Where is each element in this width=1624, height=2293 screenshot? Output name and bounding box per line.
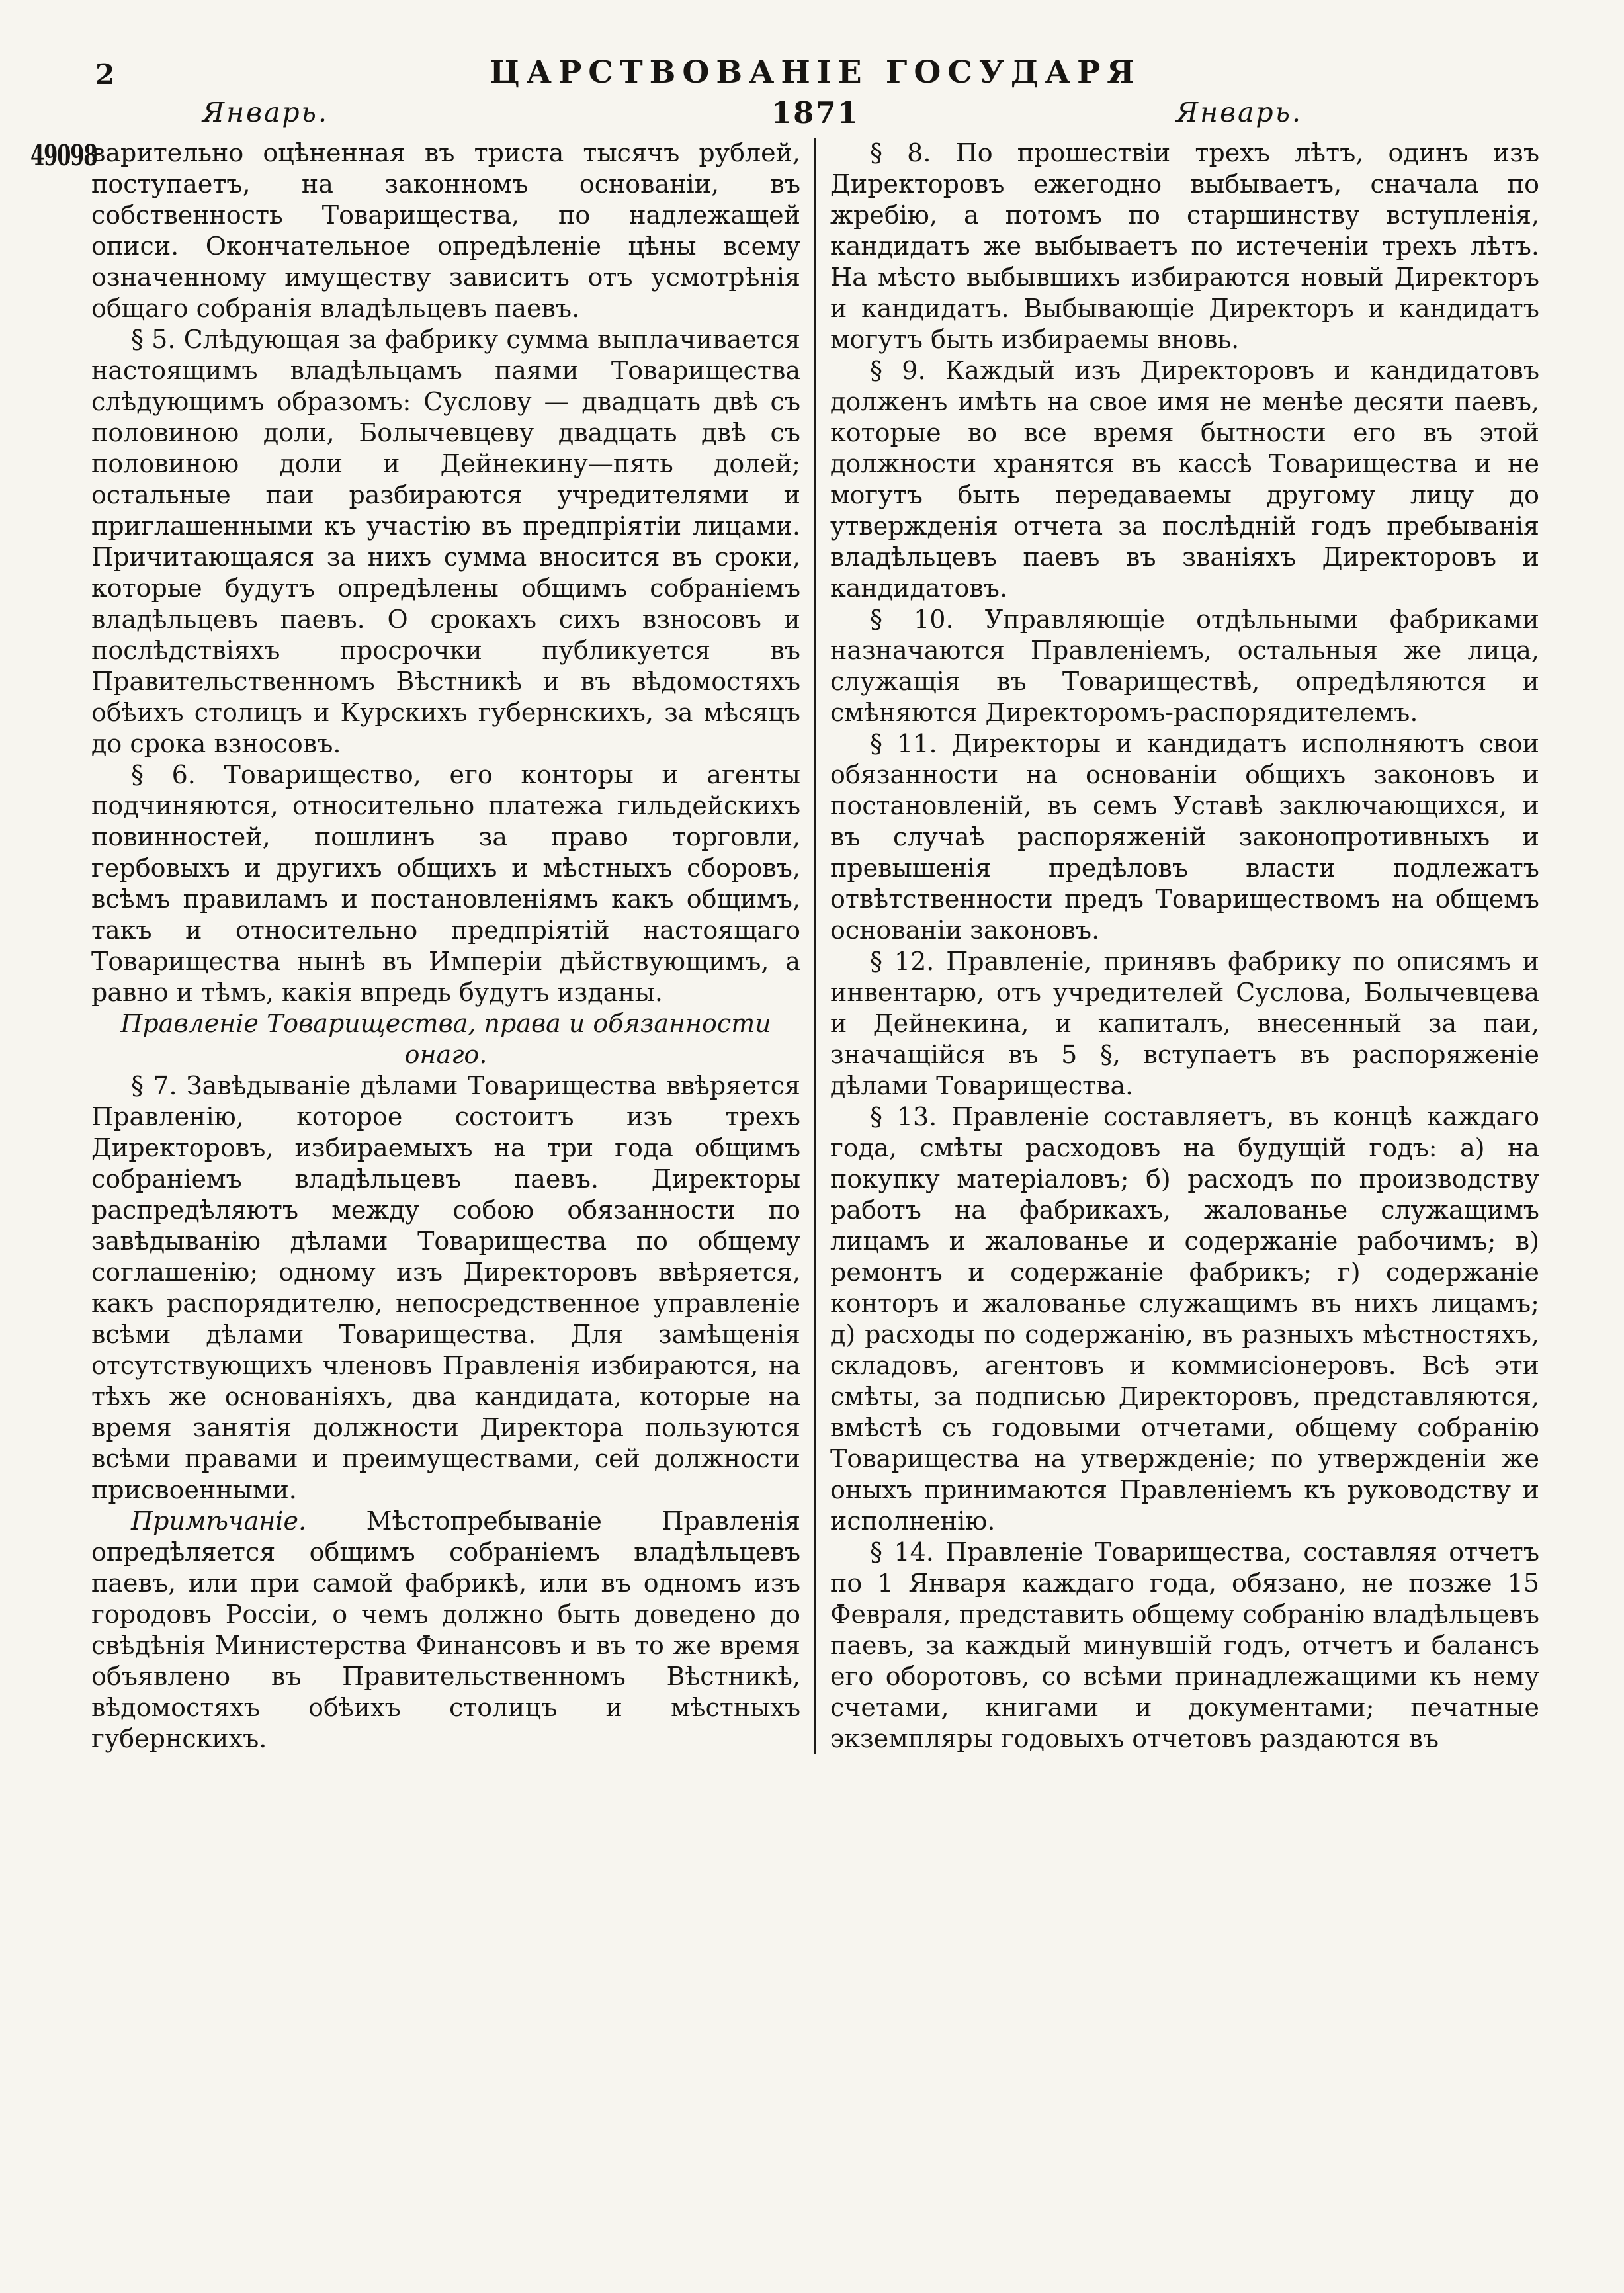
column-divider <box>814 138 816 1754</box>
paragraph: § 10. Управляющіе отдѣльными фабриками назначаются Правленіемъ, остальныя же лица, служащія въ Товариществѣ, опредѣляются и смѣняются Директоромъ-распорядителемъ. <box>830 605 1539 727</box>
running-head <box>91 95 1539 134</box>
paragraph: § 5. Слѣдующая за фабрику сумма выплачивается настоящимъ владѣльцамъ паями Товарищества слѣдующимъ образомъ: Суслову — двадцать двѣ съ половиною доли, Болычевцеву двадцать двѣ съ половиною доли и Дейнекину—пять долей; остальные паи разбираются учредителями и приглашенными къ участію въ предпріятіи лицами. Причитающаяся за нихъ сумма вносится въ сроки, которые будутъ опредѣлены общимъ собраніемъ владѣльцевъ паевъ. О срокахъ сихъ взносовъ и послѣдствіяхъ просрочки публикуется въ Правительственномъ Вѣстникѣ и въ вѣдомостяхъ обѣихъ столицъ и Курскихъ губернскихъ, за мѣсяцъ до срока взносовъ. <box>91 325 800 758</box>
page-title: ЦАРСТВОВАНІЕ ГОСУДАРЯ <box>490 54 1141 91</box>
paragraph: § 11. Директоры и кандидатъ исполняютъ свои обязанности на основаніи общихъ законовъ и постановленій, въ семъ Уставѣ заключающихся, и въ случаѣ распоряженій законопротивныхъ и превышенія предѣловъ власти подлежатъ отвѣтственности предъ Товариществомъ на общемъ основаніи законовъ. <box>830 729 1539 945</box>
act-number: 49098 <box>30 139 97 173</box>
note-lead-label: Примѣчаніе. <box>131 1506 307 1536</box>
section-heading: Правленіе Товарищества, права и обязанности онаго. <box>120 1009 771 1069</box>
left-column <box>91 138 800 1754</box>
running-head-month-right: Январь. <box>1176 97 1303 128</box>
paragraph: § 6. Товарищество, его конторы и агенты подчиняются, относительно платежа гильдейскихъ повинностей, пошлинъ за право торговли, гербовыхъ и другихъ общихъ и мѣстныхъ сборовъ, всѣмъ правиламъ и постановленіямъ какъ общимъ, такъ и относительно предпріятій настоящаго Товарищества нынѣ въ Имперіи дѣйствующимъ, а равно и тѣмъ, какія впредь будутъ изданы. <box>91 760 800 1007</box>
paragraph: § 12. Правленіе, принявъ фабрику по описямъ и инвентарю, отъ учредителей Суслова, Болычевцева и Дейнекина, и капиталъ, внесенный за паи, значащійся въ 5 §, вступаетъ въ распоряженіе дѣлами Товарищества. <box>830 947 1539 1100</box>
paragraph: § 13. Правленіе составляетъ, въ концѣ каждаго года, смѣты расходовъ на будущій годъ: а) на покупку матеріаловъ; б) расходъ по производству работъ на фабрикахъ, жалованье служащимъ лицамъ и жалованье и содержаніе рабочимъ; в) ремонтъ и содержаніе фабрикъ; г) содержаніе конторъ и жалованье служащимъ въ нихъ лицамъ; д) расходы по содержанію, въ разныхъ мѣстностяхъ, складовъ, агентовъ и коммисіонеровъ. Всѣ эти смѣты, за подписью Директоровъ, представляются, вмѣстѣ съ годовыми отчетами, общему собранію Товарищества на утвержденіе; по утвержденіи же оныхъ принимаются Правленіемъ къ руководству и исполненію. <box>830 1102 1539 1536</box>
paragraph: Примѣчаніе. Мѣстопребываніе Правленія опредѣляется общимъ собраніемъ владѣльцевъ паевъ, или при самой фабрикѣ, или въ одномъ изъ городовъ Россіи, о чемъ должно быть доведено до свѣдѣнія Министерства Финансовъ и въ то же время объявлено въ Правительственномъ Вѣстникѣ, вѣдомостяхъ обѣихъ столицъ и мѣстныхъ губернскихъ. <box>91 1506 800 1753</box>
right-column <box>830 138 1539 1754</box>
page-header <box>91 54 1539 94</box>
running-head-month-left: Январь. <box>202 97 329 128</box>
page-number: 2 <box>95 58 115 91</box>
paragraph: § 7. Завѣдываніе дѣлами Товарищества ввѣряется Правленію, которое состоитъ изъ трехъ Директоровъ, избираемыхъ на три года общимъ собраніемъ владѣльцевъ паевъ. Директоры распредѣляютъ между собою обязанности по завѣдыванію дѣлами Товарищества по общему соглашенію; одному изъ Директоровъ ввѣряется, какъ распорядителю, непосредственное управленіе всѣми дѣлами Товарищества. Для замѣщенія отсутствующихъ членовъ Правленія избираются, на тѣхъ же основаніяхъ, два кандидата, которые на время занятія должности Директора пользуются всѣми правами и преимуществами, сей должности присвоенными. <box>91 1071 800 1504</box>
paragraph: § 8. По прошествіи трехъ лѣтъ, одинъ изъ Директоровъ ежегодно выбываетъ, сначала по жребію, а потомъ по старшинству вступленія, кандидатъ же выбываетъ по истеченіи трехъ лѣтъ. На мѣсто выбывшихъ избираются новый Директоръ и кандидатъ. Выбывающіе Директоръ и кандидатъ могутъ быть избираемы вновь. <box>830 138 1539 354</box>
paragraph: § 9. Каждый изъ Директоровъ и кандидатовъ долженъ имѣть на свое имя не менѣе десяти паевъ, которые во все время бытности его въ этой должности хранятся въ кассѣ Товарищества и не могутъ быть передаваемы другому лицу до утвержденія отчета за послѣдній годъ пребыванія владѣльцевъ паевъ въ званіяхъ Директоровъ и кандидатовъ. <box>830 356 1539 603</box>
paragraph: § 14. Правленіе Товарищества, составляя отчетъ по 1 Января каждаго года, обязано, не позже 15 Февраля, представить общему собранію владѣльцевъ паевъ, за каждый минувшій годъ, отчетъ и балансъ его оборотовъ, со всѣми принадлежащими къ нему счетами, книгами и документами; печатные экземпляры годовыхъ отчетовъ раздаются въ <box>830 1537 1539 1753</box>
paragraph: варительно оцѣненная въ триста тысячъ рублей, поступаетъ, на законномъ основаніи, въ собственность Товарищества, по надлежащей описи. Окончательное опредѣленіе цѣны всему означенному имуществу зависитъ отъ усмотрѣнія общаго собранія владѣльцевъ паевъ. <box>91 138 800 323</box>
running-head-year: 1871 <box>771 95 860 130</box>
text-columns <box>91 138 1539 1754</box>
